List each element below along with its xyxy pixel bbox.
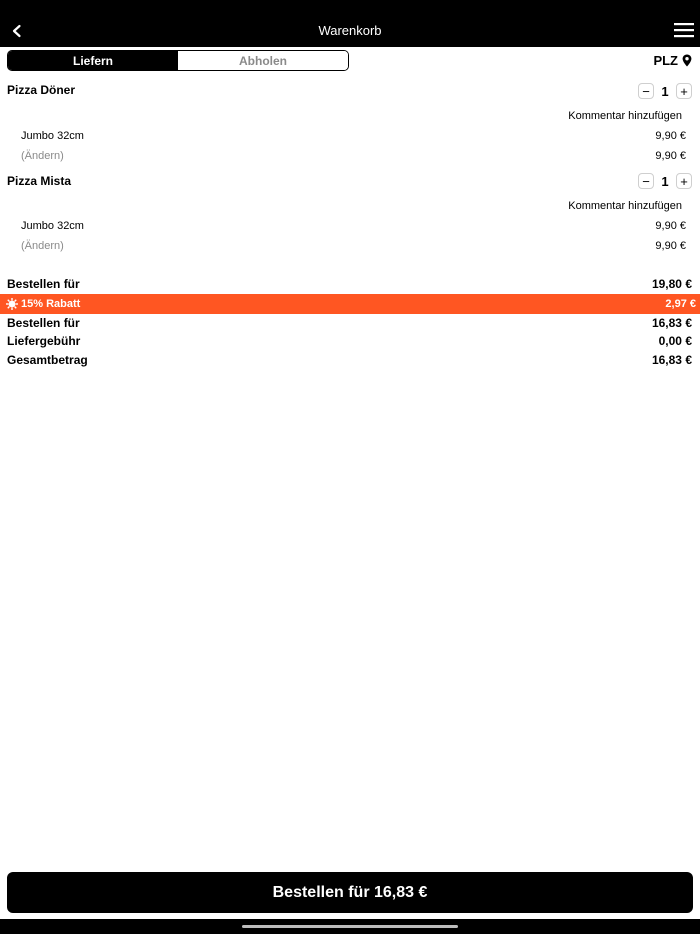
discounted-subtotal-label: Bestellen für xyxy=(7,316,80,330)
page-title: Warenkorb xyxy=(318,23,382,38)
minus-icon: − xyxy=(642,173,650,189)
total-row xyxy=(7,353,692,367)
subtotal-row xyxy=(7,277,692,291)
item-option-row xyxy=(21,220,686,232)
item-size: Jumbo 32cm xyxy=(21,220,84,232)
item-option-row xyxy=(21,130,686,142)
quantity-stepper xyxy=(638,173,692,189)
item-size-price: 9,90 € xyxy=(655,130,686,142)
subtotal-value: 19,80 € xyxy=(651,277,692,291)
item-size-price: 9,90 € xyxy=(655,220,686,232)
sun-badge-icon xyxy=(6,298,18,310)
change-option-link[interactable]: (Ändern) xyxy=(21,240,64,252)
delivery-fee-row xyxy=(7,334,692,348)
postcode-selector[interactable] xyxy=(653,53,692,68)
hamburger-menu-icon xyxy=(674,21,694,39)
decrease-quantity-button[interactable] xyxy=(638,83,654,99)
discount-banner xyxy=(0,294,700,314)
plus-icon: + xyxy=(680,83,688,99)
quantity-value: 1 xyxy=(661,83,669,99)
discounted-subtotal-value: 16,83 € xyxy=(651,316,692,330)
place-order-button[interactable]: Bestellen für 16,83 € xyxy=(7,872,693,913)
subtotal-label: Bestellen für xyxy=(7,277,80,291)
quantity-value: 1 xyxy=(661,173,669,189)
top-bar xyxy=(0,0,700,47)
add-comment-link[interactable]: Kommentar hinzufügen xyxy=(568,200,682,212)
postcode-label: PLZ xyxy=(653,53,678,68)
delivery-fee-value: 0,00 € xyxy=(658,334,692,348)
total-value: 16,83 € xyxy=(651,353,692,367)
home-indicator xyxy=(242,925,458,928)
add-comment-link[interactable]: Kommentar hinzufügen xyxy=(568,110,682,122)
increase-quantity-button[interactable] xyxy=(676,173,692,189)
cart-item-name: Pizza Mista xyxy=(7,174,72,188)
discount-label: 15% Rabatt xyxy=(21,298,81,310)
menu-button[interactable] xyxy=(674,21,694,39)
plus-icon: + xyxy=(680,173,688,189)
quantity-stepper xyxy=(638,83,692,99)
cart-item-name: Pizza Döner xyxy=(7,83,76,97)
item-change-row xyxy=(21,150,686,162)
item-size: Jumbo 32cm xyxy=(21,130,84,142)
map-pin-icon xyxy=(682,54,692,67)
total-label: Gesamtbetrag xyxy=(7,353,88,367)
item-total: 9,90 € xyxy=(655,240,686,252)
delivery-fee-label: Liefergebühr xyxy=(7,334,81,348)
item-total: 9,90 € xyxy=(655,150,686,162)
discount-value: 2,97 € xyxy=(665,298,696,310)
decrease-quantity-button[interactable] xyxy=(638,173,654,189)
increase-quantity-button[interactable] xyxy=(676,83,692,99)
discounted-subtotal-row xyxy=(7,316,692,330)
delivery-mode-toggle xyxy=(7,50,349,71)
item-change-row xyxy=(21,240,686,252)
change-option-link[interactable]: (Ändern) xyxy=(21,150,64,162)
tab-liefern[interactable]: Liefern xyxy=(8,51,178,70)
minus-icon: − xyxy=(642,83,650,99)
tab-abholen[interactable]: Abholen xyxy=(178,51,348,70)
